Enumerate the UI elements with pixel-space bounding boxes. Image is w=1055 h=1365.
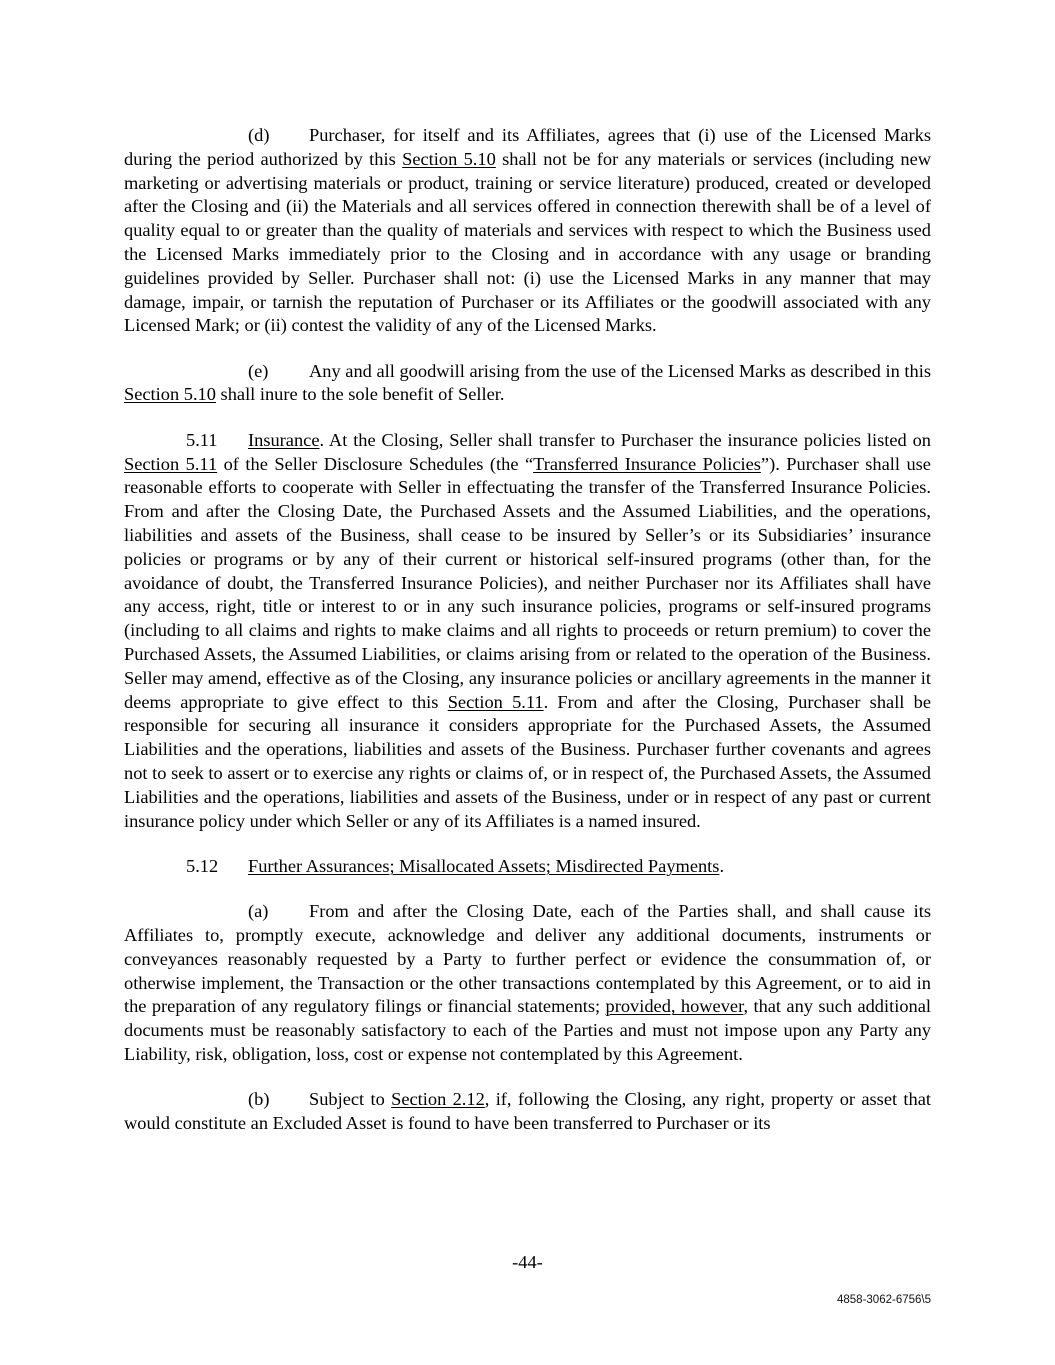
section-5-12-heading: 5.12 Further Assurances; Misallocated Assets; Misdirected Payments. [124, 855, 931, 879]
page-number: -44- [512, 1252, 543, 1272]
section-number: 5.12 [186, 855, 219, 876]
paragraph-5-12-b: (b) Subject to Section 2.12, if, following the Closing, any right, property or asset that would constitute an Excluded Asset is found to have been transferred to Purchaser or its [124, 1089, 932, 1133]
paragraph-5-10-e: (e) Any and all goodwill arising from the use of the Licensed Marks as described in this Section 5.10 shall inure to the sole benefit of Seller. [124, 360, 931, 405]
clause-label: (a) [248, 901, 269, 922]
document-body [124, 124, 931, 1136]
cross-reference: Section 5.11 [124, 453, 218, 474]
paragraph-5-10-d: (d) Purchaser, for itself and its Affiliates, agrees that (i) use of the Licensed Marks during the period authorized by this Section 5.10 shall not be for any materials or services (including new marketing or advertising materials or product, training or service literature) produced, created or developed after the Closing and (ii) the Materials and all services offered in connection therewith shall be of a level of quality equal to or greater than the quality of materials and services with respect to which the Business used the Licensed Marks immediately prior to the Closing and in accordance with any usage or branding guidelines provided by Seller. Purchaser shall not: (i) use the Licensed Marks in any manner that may damage, impair, or tarnish the reputation of Purchaser or its Affiliates or the goodwill associated with any Licensed Mark; or (ii) contest the validity of any of the Licensed Marks. [124, 125, 932, 336]
clause-label: (e) [248, 360, 269, 381]
paragraph-5-12-a: (a) From and after the Closing Date, each of the Parties shall, and shall cause its Affiliates to, promptly execute, acknowledge and deliver any additional documents, instruments or conveyances reasonably requested by a Party to further perfect or evidence the consummation of, or otherwise implement, the Transaction or the other transactions contemplated by this Agreement, or to aid in the preparation of any regulatory filings or financial statements; provided, however, that any such additional documents must be reasonably satisfactory to each of the Parties and must not impose upon any Party any Liability, risk, obligation, loss, cost or expense not contemplated by this Agreement. [124, 901, 931, 1064]
section-heading: Further Assurances; Misallocated Assets; Misdirected Payments [248, 855, 720, 876]
clause-label: (d) [248, 125, 270, 145]
section-5-11-insurance: 5.11 Insurance. At the Closing, Seller shall transfer to Purchaser the insurance policies listed on Section 5.11 of the Seller Disclosure Schedules (the “Transferred Insurance Policies”). Purchaser shall use reasonable efforts to cooperate with Seller in effectuating the transfer of the Transferred Insurance Policies. From and after the Closing Date, the Purchased Assets and the Assumed Liabilities, and the operations, liabilities and assets of the Business, shall cease to be insured by Seller’s or its Subsidiaries’ insurance policies or programs or by any of their current or historical self-insured programs (other than, for the avoidance of doubt, the Transferred Insurance Policies), and neither Purchaser nor its Affiliates shall have any access, right, title or interest to or in any such insurance policies, programs or self-insured programs (including to all claims and rights to make claims and all rights to proceeds or return premium) to cover the Purchased Assets, the Assumed Liabilities, or claims arising from or related to the operation of the Business. Seller may amend, effective as of the Closing, any insurance policies or ancillary agreements in the manner it deems appropriate to give effect to this Section 5.11. From and after the Closing, Purchaser shall be responsible for securing all insurance it considers appropriate for the Purchased Assets, the Assumed Liabilities and the operations, liabilities and assets of the Business. Purchaser further covenants and agrees not to seek to assert or to exercise any rights or claims of, or in respect of, the Purchased Assets, the Assumed Liabilities and the operations, liabilities and assets of the Business, under or in respect of any past or current insurance policy under which Seller or any of its Affiliates is a named insured. [124, 429, 932, 831]
section-number: 5.11 [186, 429, 218, 450]
proviso-term: provided, however [605, 996, 744, 1017]
section-heading: Insurance [248, 429, 320, 450]
cross-reference: Section 5.11 [447, 691, 544, 712]
document-id: 4858-3062-6756\5 [837, 1294, 931, 1306]
cross-reference: Section 2.12 [391, 1089, 485, 1110]
clause-label: (b) [248, 1089, 270, 1110]
cross-reference: Section 5.10 [124, 384, 216, 405]
defined-term: Transferred Insurance Policies [533, 453, 761, 474]
cross-reference: Section 5.10 [402, 148, 496, 169]
